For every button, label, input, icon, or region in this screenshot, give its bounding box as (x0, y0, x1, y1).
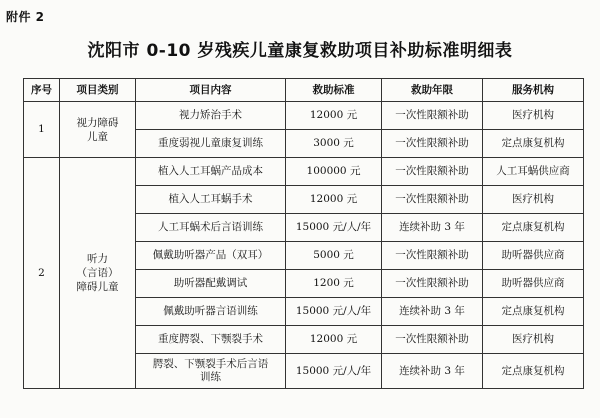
content-cell: 视力矫治手术 (136, 102, 286, 130)
organization-cell: 助听器供应商 (483, 242, 584, 270)
content-line: 训练 (200, 371, 221, 383)
header-category: 项目类别 (60, 79, 136, 102)
years-cell: 连续补助 3 年 (382, 298, 483, 326)
serial-no-cell: 2 (24, 158, 60, 389)
years-cell: 一次性限额补助 (382, 270, 483, 298)
attachment-label: 附件 2 (6, 10, 45, 24)
organization-cell: 医疗机构 (483, 102, 584, 130)
header-years: 救助年限 (382, 79, 483, 102)
table-header-row (24, 79, 584, 102)
category-line: 儿童 (87, 130, 108, 143)
organization-cell: 定点康复机构 (483, 298, 584, 326)
category-line: 视力障碍 (76, 116, 119, 129)
serial-no-cell: 1 (24, 102, 60, 158)
header-standard: 救助标准 (286, 79, 382, 102)
standard-cell: 12000 元 (286, 102, 382, 130)
years-cell: 一次性限额补助 (382, 186, 483, 214)
content-cell: 人工耳蜗术后言语训练 (136, 214, 286, 242)
category-cell (60, 102, 136, 158)
standard-cell: 15000 元/人/年 (286, 214, 382, 242)
standard-cell: 12000 元 (286, 326, 382, 354)
content-cell: 佩戴助听器产品（双耳） (136, 242, 286, 270)
category-line: 听力 (87, 253, 108, 265)
organization-cell: 人工耳蜗供应商 (483, 158, 584, 186)
standard-cell: 15000 元/人/年 (286, 354, 382, 389)
organization-cell: 定点康复机构 (483, 214, 584, 242)
standard-cell: 5000 元 (286, 242, 382, 270)
years-cell: 连续补助 3 年 (382, 354, 483, 389)
years-cell: 连续补助 3 年 (382, 214, 483, 242)
organization-cell: 医疗机构 (483, 326, 584, 354)
standard-cell: 3000 元 (286, 130, 382, 158)
content-cell (136, 354, 286, 389)
header-organization: 服务机构 (483, 79, 584, 102)
years-cell: 一次性限额补助 (382, 158, 483, 186)
page-title: 沈阳市 0-10 岁残疾儿童康复救助项目补助标准明细表 (87, 41, 513, 61)
content-line: 腭裂、下颚裂手术后言语 (152, 358, 269, 370)
content-cell: 重度弱视儿童康复训练 (136, 130, 286, 158)
years-cell: 一次性限额补助 (382, 102, 483, 130)
header-content: 项目内容 (136, 79, 286, 102)
table-row (24, 158, 584, 186)
standard-cell: 100000 元 (286, 158, 382, 186)
header-serial-no: 序号 (24, 79, 60, 102)
category-line: 障碍儿童 (76, 281, 119, 293)
content-cell: 助听器配戴调试 (136, 270, 286, 298)
category-line: （言语） (76, 267, 119, 279)
content-cell: 植入人工耳蜗手术 (136, 186, 286, 214)
years-cell: 一次性限额补助 (382, 242, 483, 270)
standard-cell: 1200 元 (286, 270, 382, 298)
standard-cell: 12000 元 (286, 186, 382, 214)
organization-cell: 定点康复机构 (483, 130, 584, 158)
table-row (24, 102, 584, 130)
category-cell (60, 158, 136, 389)
standard-cell: 15000 元/人/年 (286, 298, 382, 326)
subsidy-standard-table (23, 78, 584, 389)
content-cell: 重度腭裂、下颚裂手术 (136, 326, 286, 354)
organization-cell: 定点康复机构 (483, 354, 584, 389)
content-cell: 植入人工耳蜗产品成本 (136, 158, 286, 186)
years-cell: 一次性限额补助 (382, 326, 483, 354)
years-cell: 一次性限额补助 (382, 130, 483, 158)
organization-cell: 助听器供应商 (483, 270, 584, 298)
content-cell: 佩戴助听器言语训练 (136, 298, 286, 326)
organization-cell: 医疗机构 (483, 186, 584, 214)
